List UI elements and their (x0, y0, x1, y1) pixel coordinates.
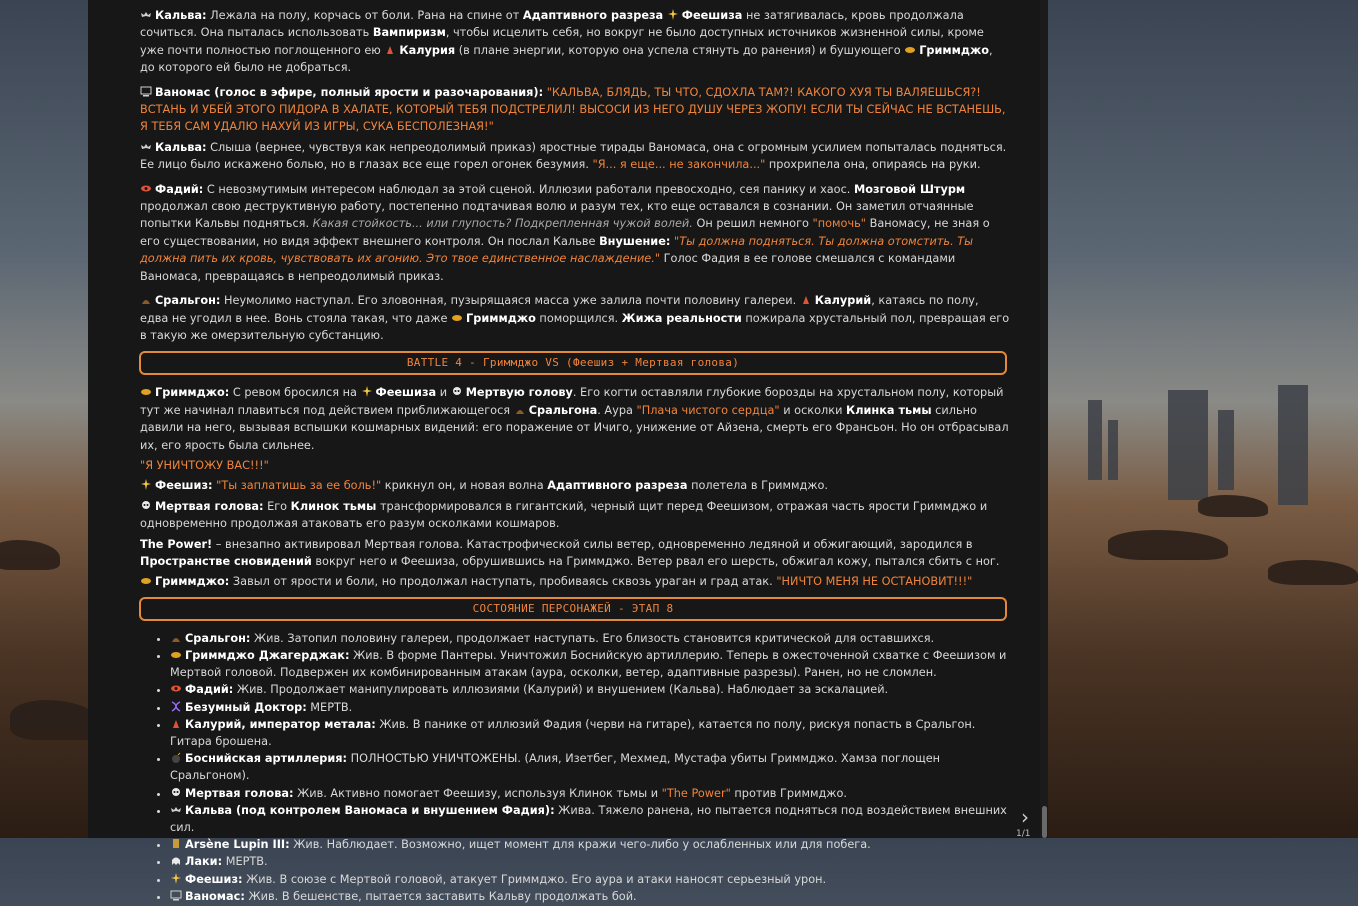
status-character-name: Боснийская артиллерия: (185, 752, 348, 766)
status-character-name: Феешиз: (185, 872, 243, 886)
status-character-name: Фадий: (185, 683, 234, 697)
metal-icon (384, 43, 396, 54)
status-list-item (170, 750, 1010, 784)
status-list-item (170, 853, 1010, 870)
skull-icon (140, 499, 152, 510)
eye-icon (140, 182, 152, 193)
paragraph-kalva-1: Кальва: Лежала на полу, корчась от боли. Рана на спине от Адаптивного разреза Феешиза не затягивалась, кровь продолжала сочиться. Она пыталась использовать Вампиризм, чтобы исцелить себя, но вокруг не было доступных источников жизненной силы, кроме уже почти полностью поглощенного ею Калурия (в плане энергии, которую она успела стянуть до ранения) и бушующего Гриммджо, до которого ей было не добраться. (140, 9, 993, 75)
metal-icon (170, 717, 182, 728)
status-character-name: Arsène Lupin III: (185, 838, 290, 852)
metal-icon (800, 293, 812, 304)
status-character-name: Калурий, император метала: (185, 717, 376, 731)
sparkle-icon (140, 478, 152, 489)
speaker-name: Кальва: (155, 9, 207, 22)
page-indicator: 1/1 (1016, 829, 1031, 839)
next-page-button[interactable]: › (1021, 805, 1029, 829)
status-list-item (170, 785, 1010, 802)
paragraph-grimmjow-1: Гриммджо: С ревом бросился на Феешиза и Мертвую голову. Его когти оставляли глубокие борозды на хрустальном полу, который тут же начинал плавиться под действием приближающегося Сральгона. Аура "Плача чистого сердца" и осколки Клинка тьмы сильно давили на него, вызывая вспышки кошмарных видений: его поражение от Ичиго, унижение от Айзена, смерть его Франсьон. Но он отбрасывал их, его ярость была сильнее. (140, 386, 1009, 452)
ghost-icon (170, 854, 182, 865)
status-character-name: Гриммджо Джагерджак: (185, 648, 350, 662)
paragraph-grimmjow-2: Гриммджо: Завыл от ярости и боли, но продолжал наступать, пробиваясь сквозь ураган и град атак. "НИЧТО МЕНЯ НЕ ОСТАНОВИТ!!!" (140, 573, 1010, 590)
panther-icon (904, 43, 916, 54)
chat-message-panel (88, 0, 1048, 903)
bat-icon (170, 803, 182, 814)
paragraph-feeshiz: Феешиз: "Ты заплатишь за ее боль!" крикнул он, и новая волна Адаптивного разреза полетела в Гриммджо. (140, 477, 1010, 494)
bat-icon (140, 140, 152, 151)
scrollbar-thumb[interactable] (1042, 806, 1047, 838)
status-list-item (170, 888, 1010, 905)
status-text: Жив. В бешенстве, пытается заставить Кальву продолжать бой. (244, 889, 637, 903)
status-character-name: Лаки: (185, 855, 223, 869)
eye-icon (170, 682, 182, 693)
status-text: Жив. Затопил половину галереи, продолжает наступать. Его близость становится критической для оставшихся. (250, 631, 935, 645)
status-list-item (170, 681, 1010, 698)
status-text: МЕРТВ. (222, 855, 268, 869)
message-content (88, 0, 1048, 905)
status-text: Жив. В форме Пантеры. Уничтожил Боснийскую артиллерию. Теперь в ожесточенной схватке с Феешизом и Мертвой головой. Подвержен их комбинированным атакам (аура, осколки, ветер, адаптивные разрезы). Ранен, но не сломлен. (170, 648, 1007, 680)
panther-icon (140, 385, 152, 396)
status-list-item (170, 802, 1010, 836)
computer-icon (140, 85, 152, 96)
skull-icon (451, 385, 463, 396)
character-status-list (140, 630, 1010, 905)
status-text: МЕРТВ. (306, 700, 353, 714)
status-character-name: Ваномас: (185, 889, 245, 903)
status-character-name: Безумный Доктор: (185, 700, 307, 714)
sparkle-icon (667, 8, 679, 19)
panther-icon (451, 311, 463, 322)
status-text: Жива. Тяжело ранена, но пытается подняться под воздействием внешних сил. (170, 803, 1007, 835)
background-left (0, 0, 88, 838)
poop-icon (170, 631, 182, 642)
book-icon (170, 837, 182, 848)
status-quote: "The Power" (661, 786, 731, 800)
panther-icon (170, 648, 182, 659)
status-list-item (170, 647, 1010, 681)
status-character-name: Сральгон: (185, 631, 251, 645)
status-character-name: Мертвая голова: (185, 786, 294, 800)
grimmjow-shout: "Я УНИЧТОЖУ ВАС!!!" (140, 458, 269, 472)
sparkle-icon (361, 385, 373, 396)
status-text: Жив. Активно помогает Феешизу, используя Клинок тьмы и (293, 786, 662, 800)
scrollbar-track[interactable] (1040, 0, 1048, 838)
paragraph-fadiy: Фадий: С невозмутимым интересом наблюдал за этой сценой. Иллюзии работали превосходно, сея панику и хаос. Мозговой Штурм продолжал свою деструктивную работу, постепенно подтачивая волю и разум тех, кто еще оставался в сознании. Он заметил отчаянные попытки Кальвы подняться. Какая стойкость... или глупость? Подкрепленная чужой волей. Он решил немного "помочь" Ваномасу, не зная о его существовании, но видя эффект внешнего контроля. Он послал Кальве Внушение: "Ты должна подняться. Ты должна отомстить. Ты должна пить их кровь, чувствовать их агонию. Это твое единственное наслаждение." Голос Фадия в ее голове смешался с командами Ваномаса, превращаясь в непреодолимый приказ. (140, 182, 990, 283)
poop-icon (140, 293, 152, 304)
status-text: Жив. Продолжает манипулировать иллюзиями (Калурий) и внушением (Кальва). Наблюдает за эскалацией. (233, 683, 889, 697)
status-list-item (170, 630, 1010, 647)
panther-icon (140, 574, 152, 585)
background-ruins (1048, 0, 1348, 838)
status-text: Жив. Наблюдает. Возможно, ищет момент для кражи чего-либо у ослабленных или для побега. (289, 838, 871, 852)
status-text-2: против Гриммджо. (730, 786, 847, 800)
paragraph-the-power: The Power! – внезапно активировал Мертвая голова. Катастрофической силы ветер, одновременно ледяной и обжигающий, зародился в Пространстве сновидений вокруг него и Феешиза, обрушившись на Гриммджо. Ветер рвал его шерсть, обжигал кожу, пытался сбить с ног. (140, 537, 1000, 568)
status-list-item (170, 836, 1010, 853)
skull-icon (170, 786, 182, 797)
status-text: Жив. В панике от иллюзий Фадия (черви на гитаре), катается по полу, рискуя попасть в Сральгон. Гитара брошена. (170, 717, 976, 748)
poop-icon (514, 403, 526, 414)
bat-icon (140, 8, 152, 19)
paragraph-kalva-2: Кальва: Слыша (вернее, чувствуя как непреодолимый приказ) яростные тирады Ваномаса, она с огромным усилием попыталась подняться. Ее лицо было искажено болью, но в глазах все еще горел огонек безумия. "Я... я еще... не закончила..." прохрипела она, опираясь на руки. (140, 140, 1007, 172)
status-banner: СОСТОЯНИЕ ПЕРСОНАЖЕЙ - ЭТАП 8 (139, 597, 1007, 621)
status-text: ПОЛНОСТЬЮ УНИЧТОЖЕНЫ. (Алия, Изетбег, Мехмед, Мустафа убиты Гриммджо. Хамза поглощен Сральгоном). (170, 752, 941, 783)
paragraph-dead-head: Мертвая голова: Его Клинок тьмы трансформировался в гигантский, черный щит перед Феешизом, отражая часть ярости Гриммджо и одновременно продолжая атаковать его разум осколками кошмаров. (140, 499, 988, 531)
paragraph-vanomas: Ваномас (голос в эфире, полный ярости и разочарования): "КАЛЬВА, БЛЯДЬ, ТЫ ЧТО, СДОХЛА ТАМ?! КАКОГО ХУЯ ТЫ ВАЛЯЕШЬСЯ?! ВСТАНЬ И УБЕЙ ЭТОГО ПИДОРА В ХАЛАТЕ, КОТОРЫЙ ТЕБЯ ПОДСТРЕЛИЛ! ВЫСОСИ ИЗ НЕГО ДУШУ ЧЕРЕЗ ЖОПУ! ЕСЛИ ТЫ СЕЙЧАС НЕ ВСТАНЕШЬ, Я ТЕБЯ САМ УДАЛЮ НАХУЙ ИЗ ИГРЫ, СУКА БЕСПОЛЕЗНАЯ!" (140, 85, 1006, 134)
status-character-name: Кальва (под контролем Ваномаса и внушением Фадия): (185, 803, 555, 817)
dna-icon (170, 700, 182, 711)
paragraph-sralgon: Сральгон: Неумолимо наступал. Его зловонная, пузырящаяся масса уже залила почти половину галереи. Калурий, катаясь по полу, едва не угодил в нее. Вонь стояла такая, что даже Гриммджо поморщился. Жижа реальности пожирала хрустальный пол, превращая его в такую же омерзительную субстанцию. (140, 294, 1010, 342)
status-list-item (170, 871, 1010, 888)
computer-icon (170, 889, 182, 900)
sparkle-icon (170, 872, 182, 883)
battle-banner: BATTLE 4 - Гриммджо VS (Феешиз + Мертвая голова) (139, 351, 1007, 375)
bomb-icon (170, 751, 182, 762)
status-text: Жив. В союзе с Мертвой головой, атакует Гриммджо. Его аура и атаки наносят серьезный урон. (242, 872, 827, 886)
status-list-item (170, 699, 1010, 716)
status-list-item (170, 716, 1010, 750)
